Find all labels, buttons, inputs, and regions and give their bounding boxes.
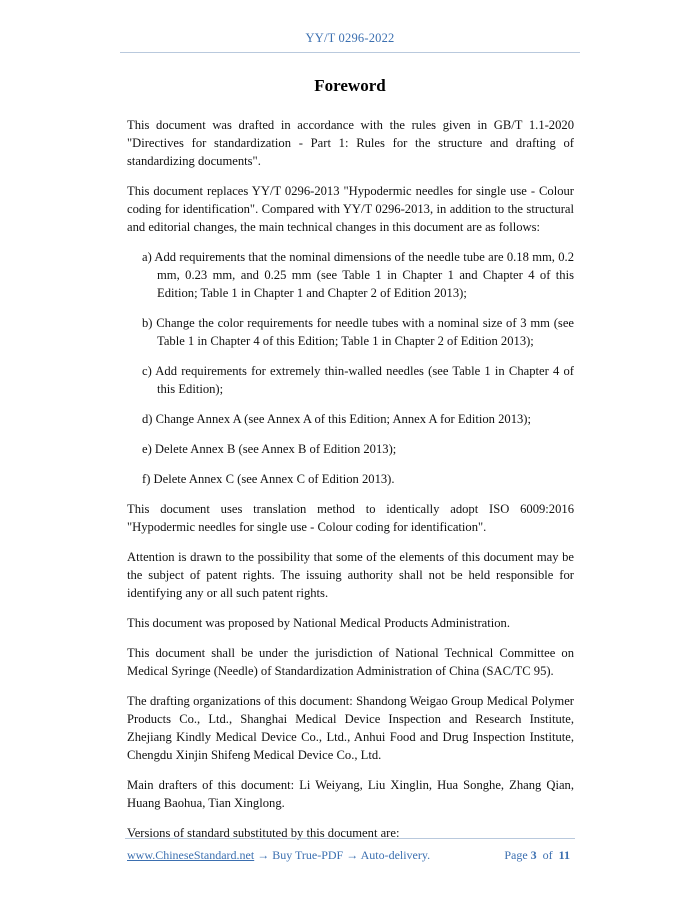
change-item-e: e) Delete Annex B (see Annex B of Edition 2013); — [142, 442, 397, 456]
change-item-d: d) Change Annex A (see Annex A of this Edition; Annex A for Edition 2013); — [142, 412, 531, 426]
page-title: Foreword — [314, 76, 386, 95]
paragraph-proposer: This document was proposed by National Medical Products Administration. — [127, 616, 511, 630]
change-item-a: a) Add requirements that the nominal dimensions of the needle tube are 0.18 mm, 0.2 mm, 0.23 mm, and 0.25 mm (see Table 1 in Chapter 1 and Chapter 4 of this Edition; Table 1 in Chapter 1 and Chapter 2 of Edition 2013); — [142, 250, 574, 300]
page-indicator — [504, 848, 570, 863]
page-current: 3 — [530, 848, 537, 862]
footer-tagline: → Buy True-PDF → Auto-delivery. — [254, 848, 431, 862]
page-of-label: of — [542, 848, 553, 862]
header-divider — [120, 52, 580, 53]
footer-divider — [125, 838, 575, 839]
paragraph-jurisdiction: This document shall be under the jurisdiction of National Technical Committee on Medical Syringe (Needle) of Standardization Administration of China (SAC/TC 95). — [127, 646, 574, 678]
change-item-f: f) Delete Annex C (see Annex C of Edition 2013). — [142, 472, 395, 486]
paragraph-drafting-rules: This document was drafted in accordance with the rules given in GB/T 1.1-2020 "Directives for standardization - Part 1: Rules for the structure and drafting of standardizing documents". — [127, 118, 574, 168]
paragraph-substituted-versions: Versions of standard substituted by this document are: — [127, 826, 400, 840]
paragraph-patent-notice: Attention is drawn to the possibility that some of the elements of this document may be the subject of patent rights. The issuing authority shall not be held responsible for identifying any or all such patent rights. — [127, 550, 574, 600]
paragraph-iso-adoption: This document uses translation method to identically adopt ISO 6009:2016 "Hypodermic needles for single use - Colour coding for identification". — [127, 502, 574, 534]
page-total: 11 — [558, 848, 570, 862]
document-code: YY/T 0296-2022 — [305, 31, 395, 45]
change-item-b: b) Change the color requirements for needle tubes with a nominal size of 3 mm (see Table 1 in Chapter 4 of this Edition; Table 1 in Chapter 2 of Edition 2013); — [142, 316, 574, 348]
paragraph-main-drafters: Main drafters of this document: Li Weiyang, Liu Xinglin, Hua Songhe, Zhang Qian, Huang Baohua, Tian Xinglong. — [127, 778, 574, 810]
footer-promo — [127, 848, 430, 863]
document-body — [127, 116, 574, 854]
change-item-c: c) Add requirements for extremely thin-walled needles (see Table 1 in Chapter 4 of this Edition); — [142, 364, 574, 396]
page-label: Page — [504, 848, 528, 862]
paragraph-replacement: This document replaces YY/T 0296-2013 "Hypodermic needles for single use - Colour coding for identification". Compared with YY/T 0296-2013, in addition to the structural and editorial changes, the main technical changes in this document are as follows: — [127, 184, 574, 234]
website-link[interactable]: www.ChineseStandard.net — [127, 848, 255, 862]
paragraph-drafting-organizations: The drafting organizations of this document: Shandong Weigao Group Medical Polymer Products Co., Ltd., Shanghai Medical Device Inspection and Research Institute, Zhejiang Kindly Medical Device Co., Ltd., Anhui Food and Drug Inspection Institute, Chengdu Xinjin Shifeng Medical Device Co., Ltd. — [127, 694, 574, 762]
